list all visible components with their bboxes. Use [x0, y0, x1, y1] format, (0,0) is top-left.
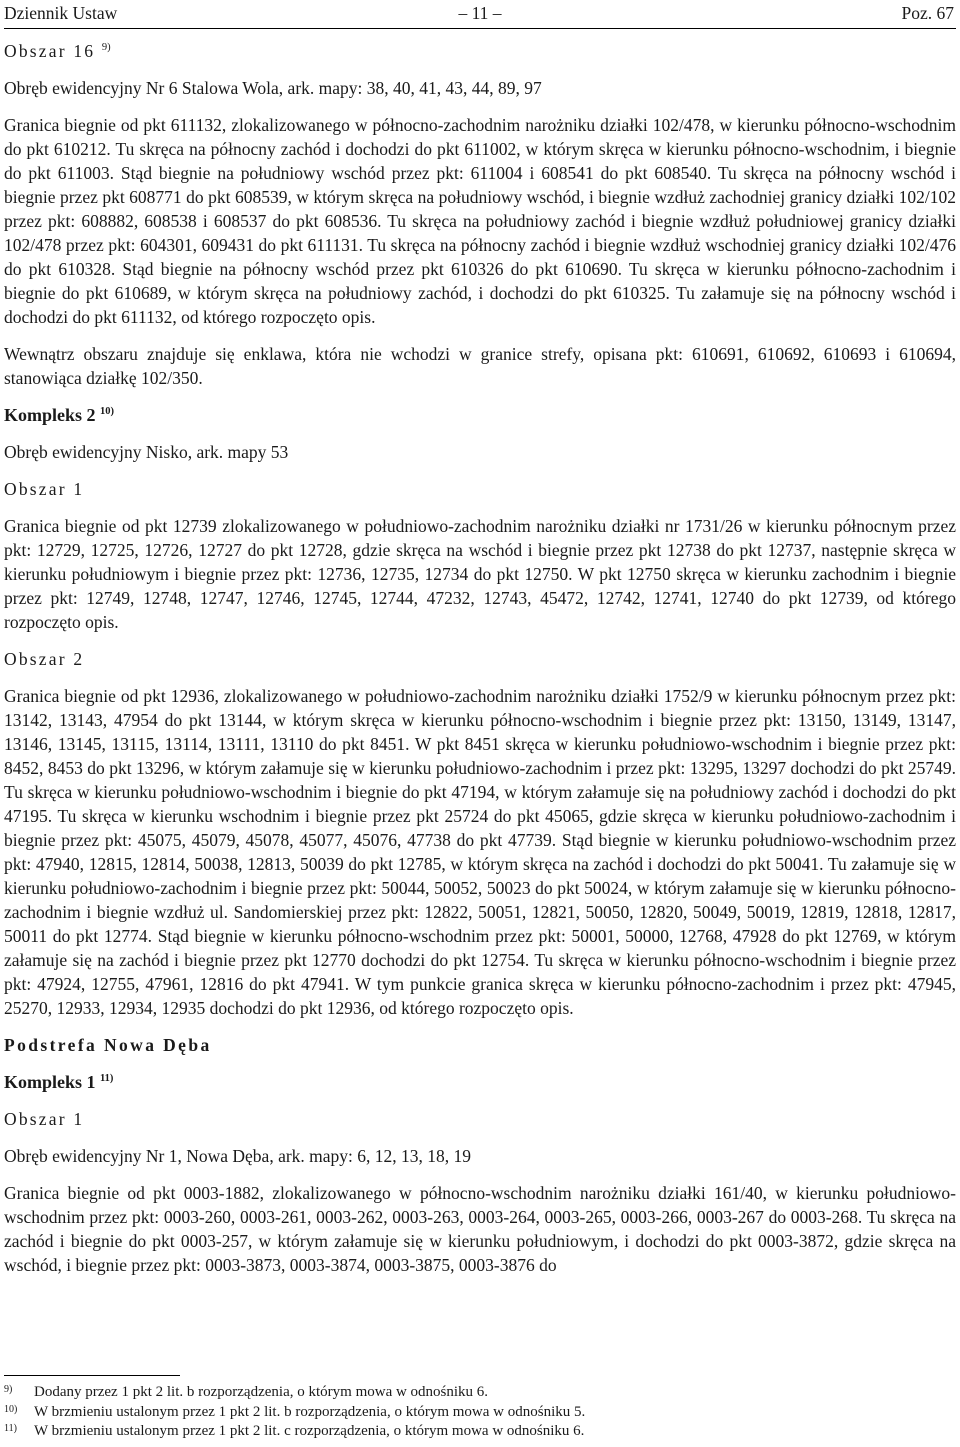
footnote-ref-9[interactable]: 9) [101, 42, 111, 53]
page-header [4, 2, 956, 26]
page-number: – 11 – [458, 3, 502, 23]
footnote-10 [4, 1403, 956, 1423]
paragraph-obszar-1-boundary: Granica biegnie od pkt 12739 zlokalizowanego w południowo-zachodnim narożniku działki nr 1731/26 w kierunku północnym przez pkt: 12729, 12725, 12726, 12727 do pkt 12728, gdzie skręca na wschód i biegnie przez pkt 12738 do pkt 12737, następnie skręca w kierunku południowym i biegnie przez pkt: 12736, 12735, 12734 do pkt 12750. W pkt 12750 skręca w kierunku zachodnim i biegnie przez pkt: 12749, 12748, 12747, 12746, 12745, 12744, 47232, 12743, 45472, 12742, 12741, 12740 do pkt 12739, od którego rozpoczęto opis. [4, 516, 956, 632]
footnotes [4, 1383, 956, 1442]
paragraph-nowa-deba-boundary: Granica biegnie od pkt 0003-1882, zlokalizowanego w północno-wschodnim narożniku działki 161/40, w kierunku południowo-wschodnim przez pkt: 0003-260, 0003-261, 0003-262, 0003-263, 0003-264, 0003-265, 0003-266, 0003-267 do 0003-268. Tu skręca na zachód i biegnie do pkt 0003-257, w którym załamuje się w kierunku południowym, i dochodzi do pkt 0003-3872, gdzie skręca na wschód, i biegnie przez pkt: 0003-3873, 0003-3874, 0003-3875, 0003-3876 do [4, 1183, 956, 1275]
header-rule [4, 28, 956, 29]
position-number: Poz. 67 [901, 3, 954, 23]
footnote-9 [4, 1383, 956, 1403]
footnote-mark: 9) [4, 1384, 13, 1395]
document-page [4, 0, 956, 1447]
footnote-separator [4, 1375, 180, 1376]
footnote-ref-10[interactable]: 10) [100, 406, 115, 417]
heading-kompleks-1: Kompleks 1 $^{11)}$ [4, 1072, 114, 1092]
footnote-text: W brzmieniu ustalonym przez 1 pkt 2 lit. c rozporządzenia, o którym mowa w odnośniku 6. [34, 1423, 585, 1439]
paragraph-enclave: Wewnątrz obszaru znajduje się enklawa, która nie wchodzi w granice strefy, opisana pkt: 610691, 610692, 610693 i 610694, stanowiąca działkę 102/350. [4, 344, 956, 388]
section-heading-obszar-1-nowa-deba: Obszar 1 [4, 1109, 85, 1129]
paragraph-cadastral-nisko: Obręb ewidencyjny Nisko, ark. mapy 53 [4, 442, 289, 462]
section-heading-obszar-16: Obszar 16 $^{9)}$ [4, 41, 111, 61]
heading-podstrefa-nowa-deba: Podstrefa Nowa Dęba [4, 1035, 212, 1055]
journal-title: Dziennik Ustaw [4, 3, 118, 23]
document-body [4, 39, 956, 1290]
paragraph-cadastral-district: Obręb ewidencyjny Nr 6 Stalowa Wola, ark. mapy: 38, 40, 41, 43, 44, 89, 97 [4, 78, 542, 98]
footnote-ref-11[interactable]: 11) [100, 1073, 114, 1084]
footnote-text: W brzmieniu ustalonym przez 1 pkt 2 lit. b rozporządzenia, o którym mowa w odnośniku 5. [34, 1403, 586, 1420]
paragraph-cadastral-nowa-deba: Obręb ewidencyjny Nr 1, Nowa Dęba, ark. mapy: 6, 12, 13, 18, 19 [4, 1146, 472, 1166]
footnote-11 [4, 1422, 956, 1442]
section-heading-obszar-1: Obszar 1 [4, 479, 85, 499]
heading-kompleks-2: Kompleks 2 $^{10)}$ [4, 405, 115, 425]
paragraph-boundary-description: Granica biegnie od pkt 611132, zlokalizowanego w północno-zachodnim narożniku działki 102/478, w kierunku północno-wschodnim do pkt 610212. Tu skręca na północny zachód i dochodzi do pkt 611002, w którym skręca w kierunku północno-wschodnim, i biegnie do pkt 611003. Stąd biegnie na południowy wschód przez pkt: 611004 i 608541 do pkt 608540. Tu skręca na północny wschód i biegnie przez pkt 608771 do pkt 608539, w którym skręca na południowy wschód, i biegnie wzdłuż zachodniej granicy działki 102/102 przez pkt: 608882, 608538 i 608537 do pkt 608536. Tu skręca na południowy zachód i biegnie wzdłuż południowej granicy działki 102/478 przez pkt: 604301, 609431 do pkt 611131. Tu skręca na północny zachód i biegnie wzdłuż wschodniej granicy działki 102/476 do pkt 610328. Stąd biegnie na północny wschód przez pkt 610326 do pkt 610690. Tu skręca w kierunku północno-zachodnim i biegnie do pkt 610689, w którym skręca na południowy zachód, i dochodzi do pkt 610325. Tu załamuje się na północny wschód i dochodzi do pkt 611132, od którego rozpoczęto opis. [4, 115, 956, 327]
footnote-mark: 11) [4, 1423, 17, 1434]
footnote-text: Dodany przez 1 pkt 2 lit. b rozporządzenia, o którym mowa w odnośniku 6. [34, 1384, 489, 1400]
footnote-mark: 10) [4, 1403, 18, 1415]
section-heading-obszar-2: Obszar 2 [4, 649, 85, 669]
paragraph-obszar-2-boundary: Granica biegnie od pkt 12936, zlokalizowanego w południowo-zachodnim narożniku działki 1752/9 w kierunku północnym przez pkt: 13142, 13143, 47954 do pkt 13144, w którym skręca w kierunku północno-wschodnim i biegnie przez pkt: 13150, 13149, 13147, 13146, 13145, 13115, 13114, 13111, 13110 do pkt 8451. W pkt 8451 skręca w kierunku południowo-wschodnim i biegnie przez pkt: 8452, 8453 do pkt 13296, w którym załamuje się w kierunku południowo-zachodnim i przez pkt: 13295, 13297 dochodzi do pkt 25749. Tu skręca w kierunku południowo-wschodnim i biegnie do pkt 47194, w którym załamuje się na południowy zachód i dochodzi do pkt 47195. Tu skręca w kierunku wschodnim i biegnie przez pkt 25724 do pkt 45065, gdzie skręca w kierunku południowo-zachodnim i biegnie przez pkt: 45075, 45079, 45078, 45077, 45076, 47738 do pkt 47739. Stąd biegnie w kierunku południowo-wschodnim przez pkt: 47940, 12815, 12814, 50038, 12813, 50039 do pkt 12785, w którym skręca na zachód i dochodzi do pkt 50041. Tu załamuje się w kierunku południowo-zachodnim i biegnie przez pkt: 50044, 50052, 50023 do pkt 50024, w którym załamuje się w kierunku północno-zachodnim i biegnie wzdłuż ul. Sandomierskiej przez pkt: 12822, 50051, 12821, 50050, 12820, 50049, 50019, 12819, 12818, 12817, 50011 do pkt 12774. Stąd biegnie w kierunku północno-wschodnim przez pkt: 50001, 50000, 12768, 47928 do pkt 12769, w którym załamuje się na zachód i biegnie przez pkt 12770 dochodzi do pkt 12754. Tu skręca w kierunku północno-wschodnim i biegnie przez pkt: 47924, 12755, 47961, 12816 do pkt 47941. W tym punkcie granica skręca w kierunku północno-zachodnim i przez pkt: 47945, 25270, 12933, 12934, 12935 dochodzi do pkt 12936, od którego rozpoczęto opis. [4, 686, 956, 1018]
